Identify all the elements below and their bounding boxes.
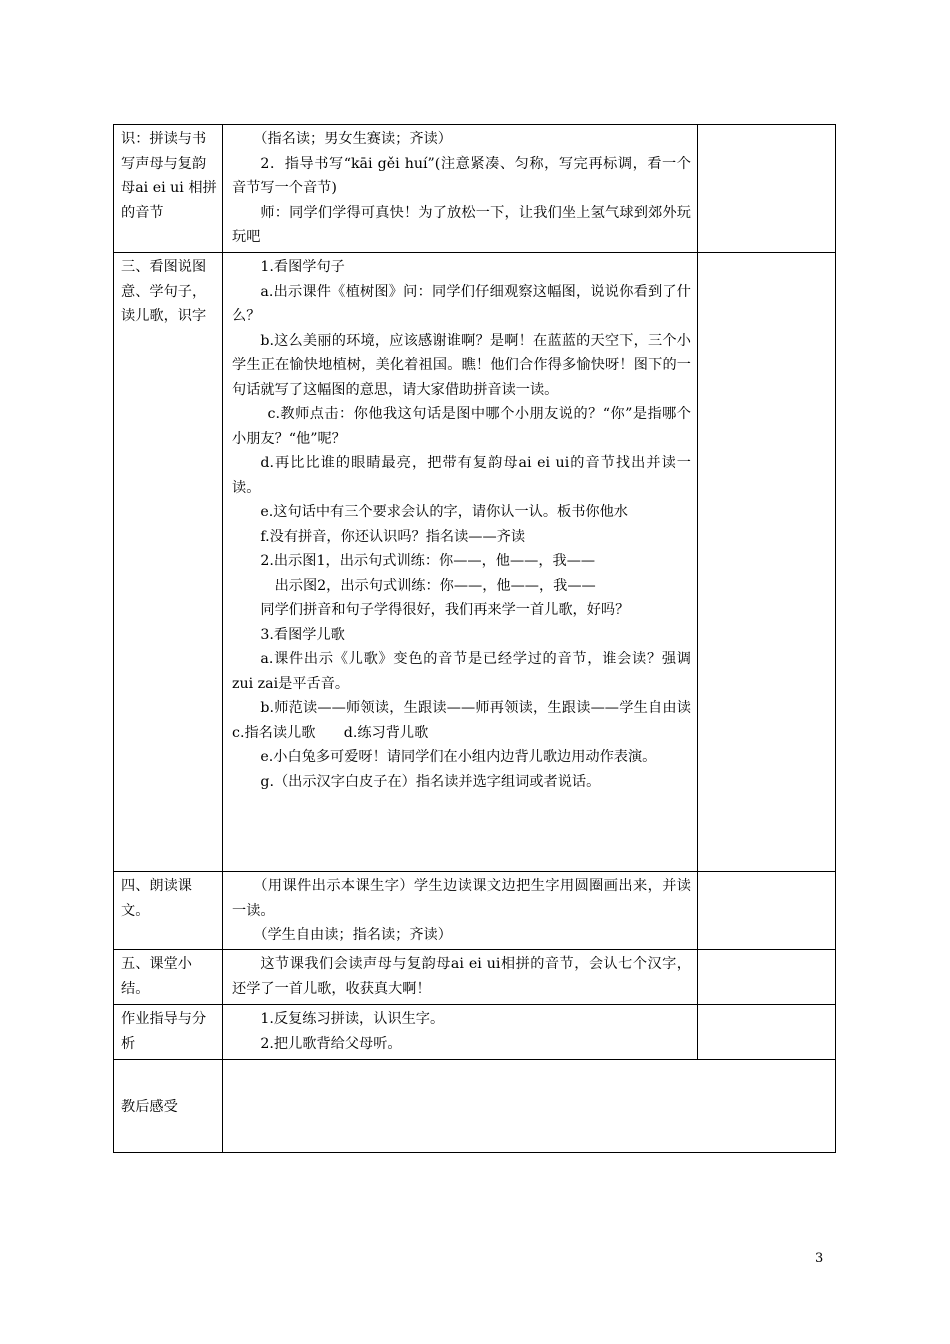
content-line: g.（出示汉字白皮子在）指名读并选字组词或者说话。 bbox=[260, 773, 601, 790]
notes-cell bbox=[698, 872, 836, 950]
content-line: （学生自由读；指名读；齐读） bbox=[253, 927, 452, 943]
content-line: d.再比比谁的眼睛最亮，把带有复韵母ai ei ui的音节找出并读一读。 bbox=[232, 455, 691, 496]
content-line: a.课件出示《儿歌》变色的音节是已经学过的音节，谁会读？强调zui zai是平舌音。 bbox=[232, 651, 691, 692]
step-label-cell bbox=[114, 253, 223, 872]
content-line: f.没有拼音，你还认识吗？指名读——齐读 bbox=[260, 528, 526, 545]
step-label-cell bbox=[114, 1005, 223, 1060]
step-content-cell bbox=[223, 253, 706, 872]
notes-cell bbox=[698, 950, 836, 1005]
notes-cell bbox=[698, 1005, 836, 1060]
content-line: （用课件出示本课生字）学生边读课文边把生字用圆圈画出来，并读一读。 bbox=[232, 878, 691, 919]
step-label-cell bbox=[114, 872, 223, 950]
step-label: 教后感受 bbox=[121, 1098, 178, 1115]
reflection-cell bbox=[223, 1060, 836, 1153]
table-row bbox=[114, 872, 836, 950]
table-row bbox=[114, 950, 836, 1005]
content-line: 1.看图学句子 bbox=[260, 259, 345, 275]
content-line: a.出示课件《植树图》问：同学们仔细观察这幅图，说说你看到了什么？ bbox=[232, 283, 691, 324]
content-line: 这节课我们会读声母与复韵母ai ei ui相拼的音节，会认七个汉字，还学了一首儿歌，收获真大啊！ bbox=[232, 956, 691, 997]
content-line: b.师范读——师领读，生跟读——师再领读，生跟读——学生自由读 c.指名读儿歌 d.练习背儿歌 bbox=[232, 700, 706, 741]
step-content-cell bbox=[223, 950, 698, 1005]
content-line: 1.反复练习拼读，认识生字。 bbox=[260, 1011, 445, 1027]
table-row bbox=[114, 253, 836, 872]
content-line: 同学们拼音和句子学得很好，我们再来学一首儿歌，好吗？ bbox=[260, 602, 630, 618]
page-number: 3 bbox=[815, 1251, 824, 1266]
step-label-cell bbox=[114, 125, 223, 253]
step-label: 识：拼读与书写声母与复韵母ai ei ui 相拼的音节 bbox=[121, 131, 217, 221]
table-row bbox=[114, 1060, 836, 1153]
step-label: 五、课堂小结。 bbox=[121, 956, 192, 997]
content-line: 2．指导书写“kāi gěi huí”(注意紧凑、匀称，写完再标调，看一个音节写一个音节) bbox=[232, 155, 691, 196]
content-line: 2.把儿歌背给父母听。 bbox=[260, 1035, 402, 1052]
content-line: c.教师点击：你他我这句话是图中哪个小朋友说的？“你”是指哪个小朋友？“他”呢？ bbox=[232, 406, 691, 447]
table-row bbox=[114, 1005, 836, 1060]
content-line: e.这句话中有三个要求会认的字，请你认一认。板书你他水 bbox=[260, 504, 628, 520]
step-content-cell bbox=[223, 872, 698, 950]
step-content-cell bbox=[223, 125, 698, 253]
table-row bbox=[114, 125, 836, 253]
lesson-plan-table bbox=[113, 124, 836, 1153]
notes-cell bbox=[698, 125, 836, 253]
step-label-cell bbox=[114, 950, 223, 1005]
step-label: 作业指导与分析 bbox=[121, 1011, 207, 1052]
step-content-cell bbox=[223, 1005, 698, 1060]
content-line: 师：同学们学得可真快！为了放松一下，让我们坐上氢气球到郊外玩玩吧 bbox=[232, 204, 691, 245]
content-line: b.这么美丽的环境，应该感谢谁啊？是啊！在蓝蓝的天空下，三个小学生正在愉快地植树，美化着祖国。瞧！他们合作得多愉快呀！图下的一句话就写了这幅图的意思，请大家借助拼音读一读。 bbox=[232, 332, 691, 398]
step-label-cell bbox=[114, 1060, 223, 1153]
content-line: 出示图2，出示句式训练：你——，他——，我—— bbox=[274, 577, 596, 594]
notes-cell bbox=[698, 253, 836, 872]
content-line: 3.看图学儿歌 bbox=[260, 626, 345, 643]
step-label: 三、看图说图意、学句子，读儿歌，识字 bbox=[121, 259, 207, 324]
content-line: e.小白兔多可爱呀！请同学们在小组内边背儿歌边用动作表演。 bbox=[260, 749, 657, 765]
content-line: 2.出示图1，出示句式训练：你——，他——，我—— bbox=[260, 553, 596, 569]
content-line: （指名读；男女生赛读；齐读） bbox=[253, 131, 452, 147]
step-label: 四、朗读课文。 bbox=[121, 878, 192, 919]
